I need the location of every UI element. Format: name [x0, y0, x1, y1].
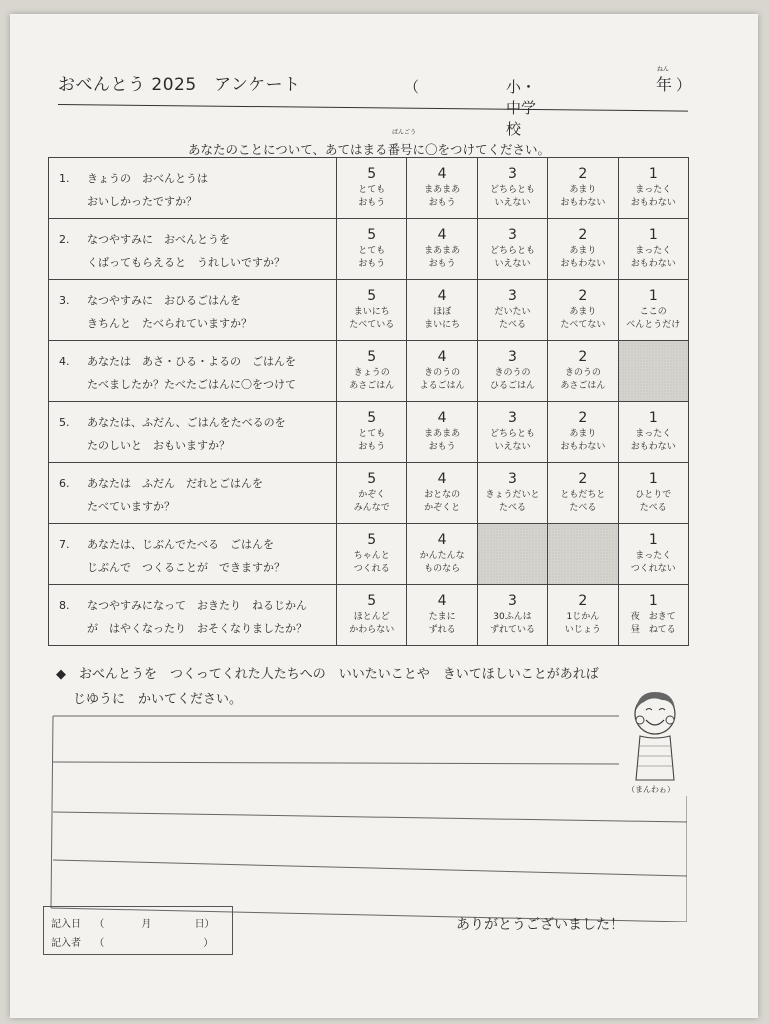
option-number: 3 — [508, 349, 517, 365]
answer-option[interactable] — [477, 158, 547, 219]
option-label-line2: ものなら — [424, 564, 461, 574]
option-label-line2: あさごはん — [560, 381, 606, 391]
answer-option[interactable] — [618, 463, 688, 524]
question-number: 2. — [59, 233, 70, 246]
option-number: 5 — [367, 410, 377, 426]
option-number: 5 — [367, 532, 377, 548]
question-cell — [49, 524, 337, 585]
option-number: 2 — [578, 593, 588, 609]
option-label-line2: つくれる — [353, 564, 390, 574]
question-line1: あなたは あさ・ひる・よるの ごはんを — [87, 355, 296, 368]
option-label-line1: きょうの — [353, 368, 390, 378]
option-label-line2: かぞくと — [424, 503, 461, 513]
option-number: 1 — [648, 166, 658, 182]
option-label-line2: おもう — [428, 198, 456, 208]
question-number: 6. — [59, 477, 70, 490]
option-number: 4 — [437, 532, 447, 548]
question-number: 1. — [59, 172, 70, 185]
option-label-line1: まったく — [635, 246, 672, 256]
answer-option[interactable] — [407, 463, 477, 524]
option-number: 4 — [437, 166, 447, 182]
question-number: 5. — [59, 416, 70, 429]
answer-option[interactable] — [477, 219, 547, 280]
question-line1: あなたは、じぶんでたべる ごはんを — [87, 538, 274, 551]
writing-line — [53, 812, 687, 822]
option-label-line2: あさごはん — [349, 381, 395, 391]
answer-option[interactable] — [477, 280, 547, 341]
school-name: 小・中学校 — [506, 78, 537, 138]
question-cell — [49, 585, 337, 646]
option-number: 5 — [367, 593, 377, 609]
answer-option[interactable] — [618, 219, 688, 280]
option-number: 2 — [578, 166, 588, 182]
option-label-line1: とても — [358, 429, 386, 439]
school-paren-close: ） — [676, 76, 692, 94]
nen-ruby: ねん — [657, 66, 670, 73]
name-paren-close: ） — [203, 938, 214, 949]
option-label-line2: みんなで — [353, 503, 390, 513]
option-label-line1: ともだちと — [560, 490, 606, 500]
option-label-line2: ずれている — [489, 625, 535, 635]
option-label-line1: かんたんな — [419, 551, 465, 561]
option-number: 3 — [508, 471, 517, 487]
question-line2: じぶんで つくることが できますか？ — [87, 561, 285, 574]
answer-option[interactable] — [337, 585, 407, 646]
option-number: 5 — [367, 166, 377, 182]
school-paren-open: （ — [404, 78, 420, 96]
option-label-line1: だいたい — [494, 307, 531, 317]
option-label-line1: あまり — [569, 185, 597, 195]
question-line1: あなたは、ふだん、ごはんをたべるのを — [87, 416, 286, 429]
answer-option[interactable] — [407, 524, 477, 585]
option-label-line2: つくれない — [630, 564, 676, 574]
answer-option[interactable] — [407, 585, 477, 646]
option-label-line1: あまり — [569, 307, 597, 317]
question-line2: きちんと たべられていますか？ — [87, 317, 252, 330]
shaded-cell — [477, 524, 547, 585]
option-label-line2: おもわない — [630, 442, 676, 452]
option-label-line1: かぞく — [358, 490, 386, 500]
answer-option[interactable] — [548, 280, 618, 341]
option-number: 1 — [648, 410, 658, 426]
option-label-line2: おもわない — [560, 442, 606, 452]
option-label-line1: まったく — [635, 429, 672, 439]
option-label-line2: ひるごはん — [489, 381, 535, 391]
survey-row — [49, 463, 689, 524]
option-label-line2: おもう — [358, 259, 386, 269]
option-label-line1: まったく — [635, 551, 672, 561]
date-label: 記入日 — [51, 919, 81, 930]
answer-option[interactable] — [548, 341, 618, 402]
option-number: 3 — [508, 227, 517, 243]
survey-row — [49, 219, 689, 280]
option-label-line2: おもう — [428, 442, 456, 452]
question-number: 7. — [59, 538, 70, 551]
answer-option[interactable] — [548, 463, 618, 524]
option-label-line1: とても — [358, 246, 386, 256]
survey-row — [49, 402, 689, 463]
answer-option[interactable] — [477, 341, 547, 402]
answer-option[interactable] — [618, 402, 688, 463]
option-number: 2 — [578, 410, 588, 426]
answer-option[interactable] — [618, 280, 688, 341]
question-number: 8. — [59, 599, 70, 612]
option-label-line2: よるごはん — [419, 381, 465, 391]
question-cell — [49, 219, 337, 280]
name-row — [51, 934, 213, 949]
survey-row — [49, 341, 689, 402]
answer-option[interactable] — [337, 158, 407, 219]
option-label-line1: ほとんど — [353, 612, 390, 622]
question-line2: たべていますか？ — [87, 500, 175, 513]
date-row — [51, 915, 215, 930]
character-illustration — [622, 684, 688, 794]
answer-option[interactable] — [407, 402, 477, 463]
survey-row — [49, 280, 689, 341]
option-label-line2: たべる — [639, 503, 667, 513]
option-label-line2: ずれる — [428, 625, 456, 635]
option-label-line2: いえない — [494, 259, 531, 269]
answer-option[interactable] — [337, 341, 407, 402]
option-number: 1 — [648, 471, 658, 487]
question-number: 3. — [59, 294, 70, 307]
instruction-text: あなたのことについて、あてはまる番号に〇をつけてください。 — [188, 142, 551, 157]
answer-option[interactable] — [407, 219, 477, 280]
question-cell — [49, 280, 337, 341]
option-number: 2 — [578, 349, 588, 365]
question-cell — [49, 402, 337, 463]
option-label-line2: 昼 ねてる — [630, 625, 676, 635]
option-label-line2: おもう — [428, 259, 456, 269]
option-number: 3 — [508, 410, 517, 426]
option-label-line2: たべる — [569, 503, 597, 513]
free-comment-line1: ◆ おべんとうを つくってくれた人たちへの いいたいことや きいてほしいことがあれば — [56, 667, 599, 682]
free-comment-area[interactable] — [47, 700, 687, 922]
option-number: 4 — [437, 349, 447, 365]
thanks-message: ありがとうございました！ — [456, 917, 624, 933]
answer-option[interactable] — [407, 158, 477, 219]
option-label-line1: きのうの — [564, 368, 601, 378]
survey-row — [49, 585, 689, 646]
answer-option[interactable] — [477, 463, 547, 524]
question-line2: おいしかったですか？ — [87, 195, 197, 208]
date-paren-open: （ — [94, 919, 105, 930]
question-line1: なつやすみになって おきたり ねるじかん — [87, 599, 307, 612]
option-label-line1: まいにち — [353, 307, 390, 317]
answer-option[interactable] — [477, 585, 547, 646]
answer-option[interactable] — [618, 524, 688, 585]
option-number: 4 — [437, 410, 447, 426]
option-label-line1: まあまあ — [424, 429, 461, 439]
answer-option[interactable] — [407, 280, 477, 341]
option-label-line1: 1じかん — [566, 612, 600, 622]
answer-option[interactable] — [477, 402, 547, 463]
question-line1: きょうの おべんとうは — [87, 172, 208, 185]
free-comment-line2: じゆうに かいてください。 — [73, 692, 243, 707]
option-label-line2: まいにち — [424, 320, 461, 330]
option-number: 5 — [367, 471, 377, 487]
bango-ruby: ばんごう — [392, 129, 417, 136]
answer-option[interactable] — [618, 158, 688, 219]
name-label: 記入者 — [51, 938, 81, 949]
survey-table — [48, 157, 689, 646]
answer-option[interactable] — [548, 219, 618, 280]
option-label-line1: きのうの — [494, 368, 531, 378]
option-label-line1: おとなの — [424, 490, 461, 500]
option-label-line2: たべてない — [560, 320, 606, 330]
option-label-line1: どちらとも — [489, 246, 535, 256]
option-number: 4 — [437, 227, 447, 243]
option-label-line2: いえない — [494, 442, 531, 452]
option-number: 1 — [648, 227, 658, 243]
option-label-line1: どちらとも — [489, 429, 535, 439]
option-number: 2 — [578, 288, 588, 304]
option-label-line2: いじょう — [564, 625, 601, 635]
answer-option[interactable] — [548, 402, 618, 463]
character-caption: （まんわゎ） — [627, 785, 675, 794]
writing-line — [53, 860, 687, 876]
option-number: 1 — [648, 532, 658, 548]
option-label-line2: いえない — [494, 198, 531, 208]
option-label-line2: おもう — [358, 442, 386, 452]
survey-row — [49, 158, 689, 219]
option-number: 5 — [367, 227, 377, 243]
answer-option[interactable] — [337, 280, 407, 341]
answer-option[interactable] — [337, 463, 407, 524]
question-line2: くばってもらえると うれしいですか？ — [87, 256, 285, 269]
answer-option[interactable] — [548, 158, 618, 219]
option-label-line2: たべる — [498, 320, 526, 330]
question-cell — [49, 341, 337, 402]
question-line2: たのしいと おもいますか？ — [87, 439, 230, 452]
answer-option[interactable] — [337, 402, 407, 463]
option-label-line1: たまに — [428, 612, 456, 622]
option-label-line2: おもわない — [630, 259, 676, 269]
answer-option[interactable] — [337, 219, 407, 280]
option-label-line2: おもわない — [560, 259, 606, 269]
option-number: 5 — [367, 288, 377, 304]
option-label-line2: おもわない — [560, 198, 606, 208]
option-number: 5 — [367, 349, 377, 365]
question-line1: あなたは ふだん だれとごはんを — [87, 477, 263, 490]
shaded-cell — [548, 524, 618, 585]
option-label-line2: おもわない — [630, 198, 676, 208]
option-label-line1: きょうだいと — [485, 490, 540, 500]
question-cell — [49, 158, 337, 219]
option-number: 3 — [508, 166, 517, 182]
option-label-line1: 夜 おきて — [630, 612, 676, 622]
answer-option[interactable] — [548, 585, 618, 646]
option-label-line1: きのうの — [424, 368, 461, 378]
grade-label: 年 — [656, 75, 673, 94]
signature-box — [43, 906, 233, 955]
option-label-line1: ほぼ — [433, 307, 452, 317]
month-label: 月 — [141, 919, 152, 930]
option-label-line1: ここの — [639, 307, 667, 317]
question-line1: なつやすみに おべんとうを — [87, 233, 230, 246]
option-number: 4 — [437, 593, 447, 609]
answer-option[interactable] — [407, 341, 477, 402]
option-label-line2: たべている — [349, 320, 395, 330]
option-label-line1: ひとりで — [635, 490, 672, 500]
survey-title: おべんとう 2025 アンケート — [58, 75, 301, 95]
option-number: 2 — [578, 227, 588, 243]
answer-option[interactable] — [337, 524, 407, 585]
option-number: 1 — [648, 288, 658, 304]
option-label-line1: ちゃんと — [353, 551, 390, 561]
option-number: 3 — [508, 288, 517, 304]
option-label-line1: あまり — [569, 246, 597, 256]
survey-row — [49, 524, 689, 585]
option-number: 2 — [578, 471, 588, 487]
question-cell — [49, 463, 337, 524]
option-label-line1: まあまあ — [424, 246, 461, 256]
name-paren-open: （ — [94, 938, 105, 949]
option-label-line1: 30ふんは — [493, 612, 532, 622]
option-label-line1: あまり — [569, 429, 597, 439]
option-label-line2: おもう — [358, 198, 386, 208]
writing-box-left — [51, 716, 53, 908]
option-label-line2: たべる — [498, 503, 526, 513]
question-line2: たべましたか？たべたごはんに〇をつけて — [87, 378, 296, 391]
answer-option[interactable] — [618, 585, 688, 646]
question-line1: なつやすみに おひるごはんを — [87, 294, 241, 307]
option-number: 3 — [508, 593, 517, 609]
option-number: 4 — [437, 471, 447, 487]
shaded-cell — [618, 341, 688, 402]
option-label-line1: どちらとも — [489, 185, 535, 195]
option-label-line2: かわらない — [349, 625, 395, 635]
option-number: 1 — [648, 593, 658, 609]
day-label: 日） — [194, 919, 215, 930]
writing-line — [53, 762, 619, 764]
question-number: 4. — [59, 355, 70, 368]
option-label-line1: まあまあ — [424, 185, 461, 195]
option-number: 4 — [437, 288, 447, 304]
option-label-line1: とても — [358, 185, 386, 195]
option-label-line1: まったく — [635, 185, 672, 195]
question-line2: が はやくなったり おそくなりましたか？ — [87, 622, 307, 635]
option-label-line2: べんとうだけ — [626, 320, 681, 330]
